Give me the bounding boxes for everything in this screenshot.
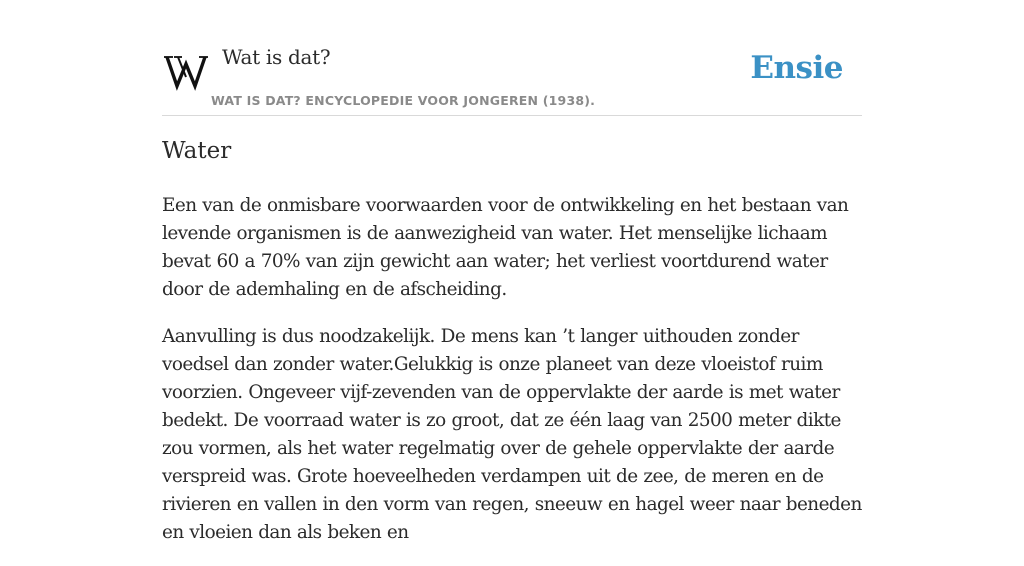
ensie-brand-link[interactable]: Ensie	[750, 50, 843, 86]
article-paragraph: Een van de onmisbare voorwaarden voor de ontwikkeling en het bestaan van levende organismen is de aanwezigheid van water. Het menselijke lichaam bevat 60 a 70% van zijn gewicht aan water; het verliest voortdurend water door de ademhaling en de afscheiding.	[162, 195, 849, 300]
wikipedia-w-logo-icon	[164, 51, 208, 91]
article-title: Water	[162, 138, 232, 164]
source-header	[162, 40, 862, 116]
article-paragraph: Aanvulling is dus noodzakelijk. De mens kan ’t langer uithouden zonder voedsel dan zonder water.Gelukkig is onze planeet van deze vloeistof ruim voorzien. Ongeveer vijf-zevenden van de oppervlakte der aarde is met water bedekt. De voorraad water is zo groot, dat ze één laag van 2500 meter dikte zou vormen, als het water regelmatig over de gehele oppervlakte der aarde verspreid was. Grote hoeveelheden verdampen uit de zee, de meren en de rivieren en vallen in den vorm van regen, sneeuw en hagel weer naar beneden en vloeien dan als beken en	[162, 326, 862, 543]
source-title: Wat is dat?	[222, 45, 331, 69]
article-body	[162, 192, 862, 566]
source-subtitle: WAT IS DAT? ENCYCLOPEDIE VOOR JONGEREN (1938).	[211, 93, 596, 108]
